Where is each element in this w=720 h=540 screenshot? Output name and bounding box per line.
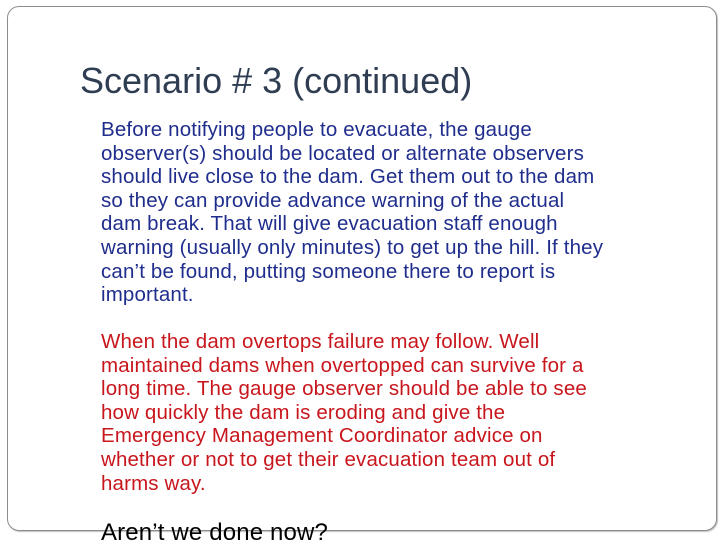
paragraph-line: Aren’t we done now? [101, 519, 328, 540]
paragraph-line: important. [101, 283, 194, 307]
paragraph-line: dam break. That will give evacuation staff enough [101, 212, 558, 236]
slide-title: Scenario # 3 (continued) [80, 60, 473, 101]
paragraph-line: whether or not to get their evacuation team out of [101, 447, 556, 471]
paragraph-line: Emergency Management Coordinator advice on [101, 424, 543, 448]
paragraph-line: how quickly the dam is eroding and give the [101, 400, 506, 424]
paragraph-line: so they can provide advance warning of the actual [101, 188, 565, 212]
paragraph-line: observer(s) should be located or alternate observers [101, 141, 584, 165]
paragraph-line: maintained dams when overtopped can survive for a [101, 353, 584, 377]
paragraph-line: warning (usually only minutes) to get up the hill. If they [101, 235, 604, 259]
paragraph-line: When the dam overtops failure may follow. Well [101, 330, 540, 353]
paragraph-line: Before notifying people to evacuate, the gauge [101, 118, 532, 141]
paragraph-line: long time. The gauge observer should be able to see [101, 377, 587, 401]
paragraph-dam-overtops [101, 330, 701, 495]
paragraph-line: can’t be found, putting someone there to report is [101, 259, 556, 283]
paragraph-line: harms way. [101, 471, 206, 495]
paragraph-line: should live close to the dam. Get them out to the dam [101, 165, 595, 189]
paragraph-gauge-observers [101, 118, 701, 307]
paragraph-question [101, 521, 701, 540]
